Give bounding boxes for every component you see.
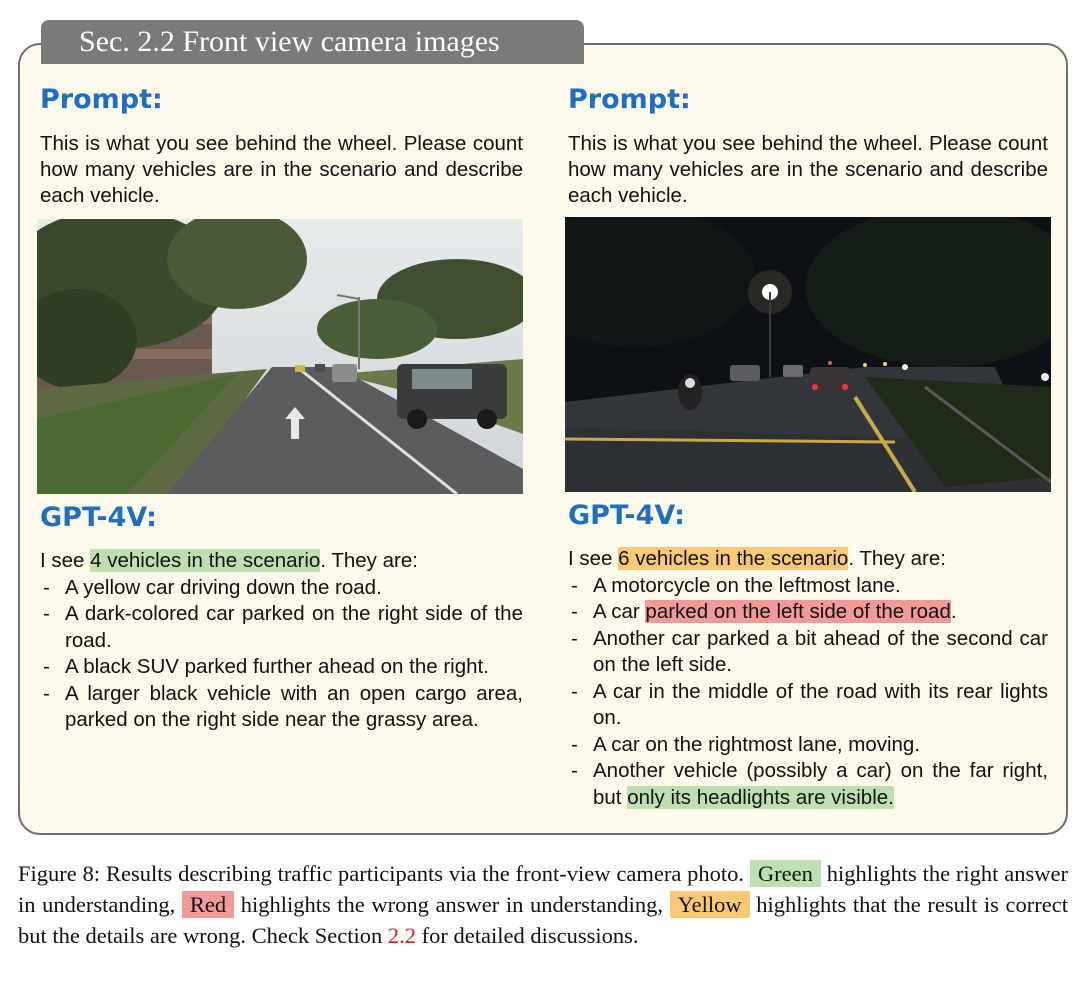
list-item: - A dark-colored car parked on the right side of the road. — [40, 601, 523, 654]
right-intro-before: I see — [568, 547, 619, 570]
right-prompt-text: This is what you see behind the wheel. Please count how many vehicles are in the scenario and describe each vehicle. — [568, 132, 1048, 207]
caption-part4: highlights that the result is correct but the details are wrong. Check Section — [18, 892, 1068, 948]
left-camera-photo — [37, 219, 523, 494]
night-street-image — [565, 217, 1051, 492]
section-title-tab: Sec. 2.2 Front view camera images — [41, 20, 584, 64]
item2-before: A car — [593, 600, 646, 623]
item6-before: Another vehicle (possibly a car) on the far right, but — [593, 759, 1048, 809]
left-intro-highlight: 4 vehicles in the scenario — [90, 549, 321, 572]
list-item — [568, 758, 1048, 811]
right-intro-highlight: 6 vehicles in the scenario — [618, 547, 849, 570]
right-answer-heading: GPT-4V: — [568, 500, 685, 531]
caption-part3: highlights the wrong answer in understanding, — [234, 892, 670, 917]
list-item: - A larger black vehicle with an open cargo area, parked on the right side near the grassy area. — [40, 681, 523, 734]
item6-highlight: only its headlights are visible. — [627, 785, 894, 809]
right-camera-photo — [565, 217, 1051, 492]
left-prompt-heading: Prompt: — [40, 84, 163, 115]
caption-red-label: Red — [182, 891, 234, 918]
caption-green-label: Green — [750, 860, 821, 887]
list-item: - A black SUV parked further ahead on the right. — [40, 654, 523, 681]
list-item: - A motorcycle on the leftmost lane. — [568, 573, 1048, 600]
section-ref-link[interactable]: 2.2 — [387, 923, 417, 948]
left-intro-after: . They are: — [320, 549, 418, 572]
caption-part1: Figure 8: Results describing traffic participants via the front-view camera photo. — [18, 861, 750, 886]
item2-after: . — [950, 600, 957, 623]
list-item: - Another car parked a bit ahead of the second car on the left side. — [568, 626, 1048, 679]
right-prompt-heading: Prompt: — [568, 84, 691, 115]
left-vehicle-list — [40, 575, 523, 734]
right-answer — [568, 546, 1048, 811]
caption-yellow-label: Yellow — [670, 891, 750, 918]
right-answer-intro — [568, 546, 1048, 573]
left-intro-before: I see — [40, 549, 91, 572]
list-item: - A car in the middle of the road with its rear lights on. — [568, 679, 1048, 732]
left-answer — [40, 548, 523, 734]
caption-part5: for detailed discussions. — [416, 923, 639, 948]
day-street-image — [37, 219, 523, 494]
list-item: - A yellow car driving down the road. — [40, 575, 523, 602]
figure-caption — [18, 858, 1068, 951]
left-answer-heading: GPT-4V: — [40, 502, 157, 533]
right-vehicle-list — [568, 573, 1048, 812]
list-item: - A car on the rightmost lane, moving. — [568, 732, 1048, 759]
left-prompt-text: This is what you see behind the wheel. Please count how many vehicles are in the scenario and describe each vehicle. — [40, 132, 523, 207]
item2-highlight: parked on the left side of the road — [645, 600, 951, 623]
list-item — [568, 599, 1048, 626]
left-answer-intro — [40, 548, 523, 575]
right-intro-after: . They are: — [848, 547, 946, 570]
caption-part2: highlights the right answer in understanding, — [18, 861, 1069, 917]
